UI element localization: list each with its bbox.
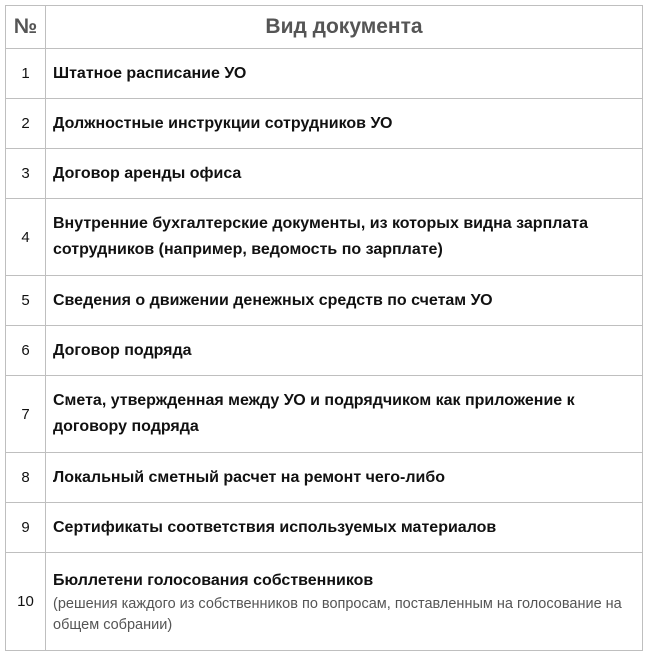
row-document: Договор подряда	[46, 326, 643, 376]
row-number: 9	[6, 503, 46, 553]
row-number: 6	[6, 326, 46, 376]
row-number: 10	[6, 553, 46, 651]
header-number: №	[6, 6, 46, 49]
row-document: Штатное расписание УО	[46, 49, 643, 99]
row-document: Сертификаты соответствия используемых материалов	[46, 503, 643, 553]
table-header-row	[6, 6, 643, 49]
table-row	[6, 503, 643, 553]
row-document: Договор аренды офиса	[46, 149, 643, 199]
row-document-title: Бюллетени голосования собственников	[53, 571, 374, 589]
row-number: 1	[6, 49, 46, 99]
table-row	[6, 453, 643, 503]
documents-table	[5, 5, 643, 651]
table-row	[6, 149, 643, 199]
row-document	[46, 553, 643, 651]
table-row	[6, 326, 643, 376]
row-number: 5	[6, 276, 46, 326]
row-number: 8	[6, 453, 46, 503]
table-row	[6, 99, 643, 149]
table-row	[6, 553, 643, 651]
row-document: Сведения о движении денежных средств по счетам УО	[46, 276, 643, 326]
header-document-type: Вид документа	[46, 6, 643, 49]
row-number: 4	[6, 199, 46, 276]
row-document: Внутренние бухгалтерские документы, из которых видна зарплата сотрудников (например, ведомость по зарплате)	[46, 199, 643, 276]
table-row	[6, 276, 643, 326]
table-row	[6, 49, 643, 99]
row-number: 3	[6, 149, 46, 199]
table-row	[6, 376, 643, 453]
row-number: 2	[6, 99, 46, 149]
row-document: Должностные инструкции сотрудников УО	[46, 99, 643, 149]
row-document: Локальный сметный расчет на ремонт чего-либо	[46, 453, 643, 503]
table-row	[6, 199, 643, 276]
row-document-note: (решения каждого из собственников по вопросам, поставленным на голосование на общем собрании)	[53, 595, 622, 633]
row-document: Смета, утвержденная между УО и подрядчиком как приложение к договору подряда	[46, 376, 643, 453]
row-number: 7	[6, 376, 46, 453]
